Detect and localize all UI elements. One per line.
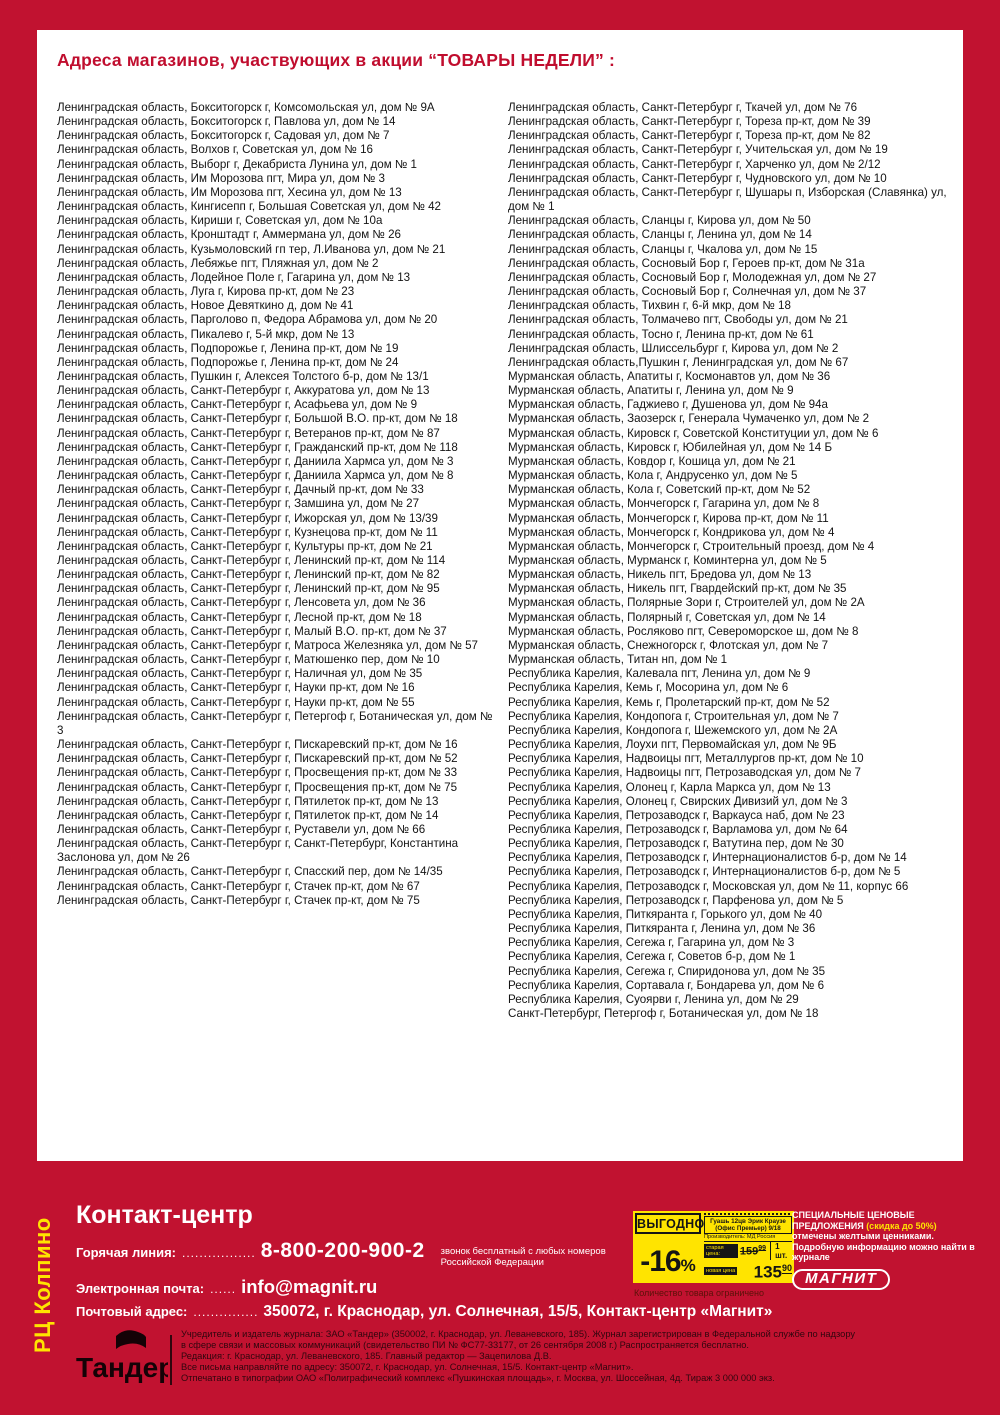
email-dots: ...... <box>210 1282 237 1296</box>
address-entry: Республика Карелия, Питкяранта г, Ленина ул, дом № 36 <box>508 922 816 936</box>
address-entry: Республика Карелия, Сегежа г, Гагарина ул, дом № 3 <box>508 936 795 950</box>
address-entry: Ленинградская область, Санкт-Петербург г, Пятилеток пр-кт, дом № 14 <box>57 808 439 822</box>
address-entry: Мурманская область, Гаджиево г, Душенова ул, дом № 94а <box>508 398 828 412</box>
address-entry: Ленинградская область, Им Морозова пгт, Хесина ул, дом № 13 <box>57 185 402 199</box>
address-entry: Ленинградская область, Подпорожье г, Ленина пр-кт, дом № 19 <box>57 341 399 355</box>
product-name: Гуашь 12цв Эрик Краузе (Офис Премьер) 9/18 <box>704 1216 792 1234</box>
discount-badge <box>633 1211 794 1283</box>
address-entry: Республика Карелия, Олонец г, Свирских Дивизий ул, дом № 3 <box>508 794 848 808</box>
content-sheet <box>37 30 963 1161</box>
address-entry: Республика Карелия, Олонец г, Карла Маркса ул, дом № 13 <box>508 780 831 794</box>
address-entry: Ленинградская область, Санкт-Петербург г, Просвещения пр-кт, дом № 75 <box>57 780 458 794</box>
address-entry: Республика Карелия, Петрозаводск г, Московская ул, дом № 11, корпус 66 <box>508 879 909 893</box>
address-entry: Ленинградская область, Луга г, Кирова пр-кт, дом № 23 <box>57 285 355 299</box>
address-entry: Мурманская область, Кола г, Андрусенко ул, дом № 5 <box>508 469 798 483</box>
old-price-kop: 99 <box>758 1245 767 1253</box>
address-entry: Ленинградская область, Новое Девяткино д, дом № 41 <box>57 299 354 313</box>
address-entry: Ленинградская область, Кингисепп г, Большая Советская ул, дом № 42 <box>57 200 442 214</box>
magnit-logo: МАГНИТ <box>792 1269 890 1291</box>
publisher-divider <box>170 1335 172 1385</box>
badge-label: ВЫГОДНО <box>635 1213 701 1234</box>
hotline-phone: 8-800-200-900-2 <box>260 1239 425 1262</box>
address-entry: Ленинградская область, Им Морозова пгт, Мира ул, дом № 3 <box>57 171 386 185</box>
new-price-kop: 90 <box>781 1263 792 1274</box>
address-entry: Санкт-Петербург, Петергоф г, Ботаническая ул, дом № 18 <box>508 1007 819 1020</box>
fine-print-line: Отпечатано в типографии ОАО «Полиграфический комплекс «Пушкинская площадь», г. Москва, ул. Шоссейная, 4д. Тираж 3 000 000 экз. <box>181 1372 775 1383</box>
postal-value: 350072, г. Краснодар, ул. Солнечная, 15/5, Контакт-центр «Магнит» <box>263 1303 773 1320</box>
fine-print-line: Все письма направляйте по адресу: 350072, г. Краснодар, ул. Солнечная, 15/5. Контакт-центр «Магнит». <box>181 1361 634 1372</box>
offers-headline: СПЕЦИАЛЬНЫЕ ЦЕНОВЫЕ ПРЕДЛОЖЕНИЯ <box>792 1210 915 1231</box>
address-entry: Ленинградская область, Тосно г, Ленина пр-кт, дом № 61 <box>508 327 814 341</box>
email-value: info@magnit.ru <box>241 1276 378 1297</box>
address-entry: Ленинградская область, Санкт-Петербург г, Учительская ул, дом № 19 <box>508 143 888 157</box>
address-entry: Ленинградская область, Санкт-Петербург г, Ленинский пр-кт, дом № 114 <box>57 554 446 567</box>
address-entry: Республика Карелия, Суоярви г, Ленина ул, дом № 29 <box>508 992 799 1006</box>
address-entry: Республика Карелия, Лоухи пгт, Первомайская ул, дом № 9Б <box>508 738 837 752</box>
address-entry: Республика Карелия, Петрозаводск г, Интернационалистов б-р, дом № 5 <box>508 865 901 879</box>
address-entry: Ленинградская область, Бокситогорск г, Павлова ул, дом № 14 <box>57 115 396 129</box>
percent-sign: % <box>680 1256 696 1275</box>
address-entry: Мурманская область, Апатиты г, Ленина ул, дом № 9 <box>508 384 794 398</box>
address-entry: Ленинградская область, Выборг г, Декабриста Лунина ул, дом № 1 <box>57 157 418 171</box>
email-row <box>76 1276 636 1298</box>
address-entry: Ленинградская область, Санкт-Петербург г, Гражданский пр-кт, дом № 118 <box>57 440 458 454</box>
address-entry: Ленинградская область, Кузьмоловский гп тер, Л.Иванова ул, дом № 21 <box>57 242 446 256</box>
old-price-row <box>704 1241 792 1260</box>
address-entry: Ленинградская область, Санкт-Петербург г, Культуры пр-кт, дом № 21 <box>57 539 433 553</box>
offers-discount-highlight: (скидка до 50%) <box>866 1220 937 1231</box>
address-entry: Ленинградская область, Санкт-Петербург г, Харченко ул, дом № 2/12 <box>508 157 881 171</box>
address-entry: Ленинградская область, Санкт-Петербург г, Матроса Железняка ул, дом № 57 <box>57 638 479 652</box>
address-entry: Ленинградская область, Парголово п, Федора Абрамова ул, дом № 20 <box>57 313 438 327</box>
tander-logo <box>76 1330 168 1393</box>
address-entry: Ленинградская область, Санкт-Петербург г, Просвещения пр-кт, дом № 33 <box>57 766 458 780</box>
address-entry: Ленинградская область, Санкт-Петербург г, Ткачей ул, дом № 76 <box>508 101 858 114</box>
address-entry: Ленинградская область, Санкт-Петербург г, Кузнецова пр-кт, дом № 11 <box>57 525 438 539</box>
address-entry: Ленинградская область, Санкт-Петербург г, Лесной пр-кт, дом № 18 <box>57 610 422 624</box>
address-entry: Мурманская область, Снежногорск г, Флотская ул, дом № 7 <box>508 638 829 652</box>
address-entry: Ленинградская область,Пушкин г, Ленинградская ул, дом № 67 <box>508 355 849 369</box>
postal-label: Почтовый адрес: <box>76 1304 188 1319</box>
fine-print-line: Учредитель и издатель журнала: ЗАО «Тандер» (350002, г. Краснодар, ул. Леваневского, 185). Журнал зарегистрирован в Федеральной службе по надзору <box>181 1329 856 1339</box>
old-price <box>740 1245 766 1258</box>
address-entry: Ленинградская область, Лодейное Поле г, Гагарина ул, дом № 13 <box>57 270 411 284</box>
email-label: Электронная почта: <box>76 1281 205 1296</box>
address-entry: Ленинградская область, Бокситогорск г, Садовая ул, дом № 7 <box>57 129 390 143</box>
address-entry: Республика Карелия, Сегежа г, Спиридонова ул, дом № 35 <box>508 964 826 978</box>
address-column-right <box>508 101 958 1021</box>
address-entry: Ленинградская область, Санкт-Петербург г, Санкт-Петербург, Константина Заслонова ул, дом № 26 <box>57 837 459 865</box>
address-entry: Ленинградская область, Сосновый Бор г, Солнечная ул, дом № 37 <box>508 285 867 299</box>
address-entry: Ленинградская область, Санкт-Петербург г, Петергоф г, Ботаническая ул, дом № 3 <box>57 709 493 737</box>
barcode-icon <box>704 1213 792 1215</box>
address-entry: Мурманская область, Полярные Зори г, Строителей ул, дом № 2А <box>508 596 865 610</box>
address-entry: Ленинградская область, Санкт-Петербург г, Тореза пр-кт, дом № 39 <box>508 115 871 129</box>
old-price-label: старая цена: <box>704 1244 738 1258</box>
address-column-left <box>57 101 493 908</box>
hotline-row <box>76 1239 636 1271</box>
publisher-fine-print <box>181 1329 986 1384</box>
discount-badge-left <box>635 1213 705 1281</box>
address-entry: Республика Карелия, Сортавала г, Бондарева ул, дом № 6 <box>508 978 825 992</box>
address-entry: Ленинградская область, Санкт-Петербург г, Руставели ул, дом № 66 <box>57 822 426 836</box>
address-entry: Ленинградская область, Волхов г, Советская ул, дом № 16 <box>57 143 373 157</box>
address-entry: Республика Карелия, Кондопога г, Строительная ул, дом № 7 <box>508 709 839 723</box>
address-entry: Мурманская область, Кировск г, Советской Конституции ул, дом № 6 <box>508 426 879 440</box>
address-entry: Мурманская область, Мончегорск г, Строительный проезд, дом № 4 <box>508 539 875 553</box>
address-entry: Ленинградская область, Санкт-Петербург г, Даниила Хармса ул, дом № 3 <box>57 454 454 468</box>
hotline-note: звонок бесплатный с любых номеров Российской Федерации <box>440 1246 606 1268</box>
address-entry: Мурманская область, Никель пгт, Бредова ул, дом № 13 <box>508 568 812 582</box>
address-entry: Ленинградская область, Санкт-Петербург г, Малый В.О. пр-кт, дом № 37 <box>57 624 447 638</box>
price-tag <box>704 1213 792 1281</box>
address-entry: Ленинградская область, Санкт-Петербург г, Шушары п, Изборская (Славянка) ул, дом № 1 <box>508 185 947 214</box>
address-entry: Мурманская область, Мончегорск г, Гагарина ул, дом № 8 <box>508 497 820 511</box>
address-entry: Ленинградская область, Санкт-Петербург г, Тореза пр-кт, дом № 82 <box>508 129 871 143</box>
address-entry: Ленинградская область, Тихвин г, 6-й мкр, дом № 18 <box>508 299 791 313</box>
address-entry: Ленинградская область, Сосновый Бор г, Молодежная ул, дом № 27 <box>508 270 877 284</box>
address-entry: Республика Карелия, Петрозаводск г, Варкауса наб, дом № 23 <box>508 808 845 822</box>
address-entry: Ленинградская область, Санкт-Петербург г, Науки пр-кт, дом № 55 <box>57 695 415 709</box>
address-entry: Ленинградская область, Санкт-Петербург г, Замшина ул, дом № 27 <box>57 497 420 511</box>
tander-logo-icon <box>76 1330 168 1388</box>
postal-row <box>76 1303 773 1321</box>
offers-rest: отмечены желтыми ценниками. Подробную информацию можно найти в журнале <box>792 1231 975 1262</box>
address-entry: Республика Карелия, Кондопога г, Шежемского ул, дом № 2А <box>508 723 838 737</box>
address-entry: Ленинградская область, Санкт-Петербург г, Стачек пр-кт, дом № 67 <box>57 879 420 893</box>
address-entry: Республика Карелия, Петрозаводск г, Варламова ул, дом № 64 <box>508 822 848 836</box>
address-entry: Ленинградская область, Сланцы г, Кирова ул, дом № 50 <box>508 214 811 228</box>
address-entry: Мурманская область, Апатиты г, Космонавтов ул, дом № 36 <box>508 369 831 383</box>
address-entry: Ленинградская область, Лебяжье пгт, Пляжная ул, дом № 2 <box>57 256 379 270</box>
hotline-label: Горячая линия: <box>76 1245 177 1260</box>
address-entry: Мурманская область, Заозерск г, Генерала Чумаченко ул, дом № 2 <box>508 412 870 426</box>
new-price <box>754 1260 792 1281</box>
address-entry: Ленинградская область, Пикалево г, 5-й мкр, дом № 13 <box>57 327 355 341</box>
contact-center-title: Контакт-центр <box>76 1201 253 1229</box>
address-entry: Ленинградская область, Санкт-Петербург г, Ленинский пр-кт, дом № 82 <box>57 568 440 582</box>
address-entry: Мурманская область, Мурманск г, Коминтерна ул, дом № 5 <box>508 554 827 567</box>
limited-quantity-note: Количество товара ограничено <box>634 1288 765 1298</box>
discount-number: -16 <box>640 1245 681 1278</box>
address-entry: Республика Карелия, Петрозаводск г, Ватутина пер, дом № 30 <box>508 837 844 851</box>
hotline-dots: ................. <box>182 1246 256 1260</box>
address-entry: Мурманская область, Никель пгт, Гвардейский пр-кт, дом № 35 <box>508 582 847 596</box>
address-entry: Республика Карелия, Петрозаводск г, Парфенова ул, дом № 5 <box>508 893 844 907</box>
address-entry: Ленинградская область, Санкт-Петербург г, Пятилеток пр-кт, дом № 13 <box>57 794 439 808</box>
address-entry: Ленинградская область, Подпорожье г, Ленина пр-кт, дом № 24 <box>57 355 399 369</box>
address-entry: Ленинградская область, Санкт-Петербург г, Даниила Хармса ул, дом № 8 <box>57 469 454 483</box>
address-entry: Ленинградская область, Санкт-Петербург г, Дачный пр-кт, дом № 33 <box>57 483 424 497</box>
page-title: Адреса магазинов, участвующих в акции “ТОВАРЫ НЕДЕЛИ” : <box>57 50 616 70</box>
address-entry: Ленинградская область, Сланцы г, Чкалова ул, дом № 15 <box>508 242 818 256</box>
address-entry: Республика Карелия, Кемь г, Пролетарский пр-кт, дом № 52 <box>508 695 830 709</box>
address-entry: Ленинградская область, Сосновый Бор г, Героев пр-кт, дом № 31а <box>508 256 865 270</box>
address-entry: Ленинградская область, Бокситогорск г, Комсомольская ул, дом № 9А <box>57 101 435 114</box>
address-entry: Мурманская область, Кировск г, Юбилейная ул, дом № 14 Б <box>508 440 833 454</box>
old-price-rub: 159 <box>739 1245 759 1258</box>
postal-dots: ............... <box>193 1305 259 1319</box>
discount-value <box>635 1247 701 1281</box>
address-entry: Мурманская область, Титан нп, дом № 1 <box>508 653 728 667</box>
address-entry: Республика Карелия, Калевала пгт, Ленина ул, дом № 9 <box>508 667 811 681</box>
product-producer: Производитель: МД Россия <box>704 1234 776 1241</box>
distribution-center-label: РЦ Колпино <box>30 1217 55 1353</box>
address-entry: Мурманская область, Кола г, Советский пр-кт, дом № 52 <box>508 483 811 497</box>
address-entry: Мурманская область, Росляково пгт, Североморское ш, дом № 8 <box>508 624 859 638</box>
address-entry: Ленинградская область, Санкт-Петербург г, Пискаревский пр-кт, дом № 16 <box>57 738 458 752</box>
address-entry: Республика Карелия, Кемь г, Мосорина ул, дом № 6 <box>508 681 789 695</box>
address-entry: Республика Карелия, Надвоицы пгт, Петрозаводская ул, дом № 7 <box>508 766 861 780</box>
address-entry: Ленинградская область, Санкт-Петербург г, Чудновского ул, дом № 10 <box>508 171 887 185</box>
address-entry: Мурманская область, Полярный г, Советская ул, дом № 14 <box>508 610 826 624</box>
address-entry: Ленинградская область, Санкт-Петербург г, Аккуратова ул, дом № 13 <box>57 384 430 398</box>
address-entry: Ленинградская область, Кронштадт г, Аммермана ул, дом № 26 <box>57 228 401 242</box>
address-entry: Ленинградская область, Пушкин г, Алексея Толстого б-р, дом № 13/1 <box>57 369 429 383</box>
new-price-label: новая цена <box>706 1267 736 1274</box>
address-entry: Республика Карелия, Петрозаводск г, Интернационалистов б-р, дом № 14 <box>508 851 907 865</box>
address-entry: Ленинградская область, Кириши г, Советская ул, дом № 10а <box>57 214 383 228</box>
address-entry: Ленинградская область, Санкт-Петербург г, Наличная ул, дом № 35 <box>57 667 423 681</box>
quantity: 1 шт. <box>770 1242 792 1260</box>
address-entry: Мурманская область, Мончегорск г, Кирова пр-кт, дом № 11 <box>508 511 829 525</box>
address-entry: Ленинградская область, Санкт-Петербург г, Матюшенко пер, дом № 10 <box>57 653 440 667</box>
address-entry: Ленинградская область, Санкт-Петербург г, Ленсовета ул, дом № 36 <box>57 596 426 610</box>
new-price-rub: 135 <box>753 1263 782 1282</box>
address-entry: Мурманская область, Мончегорск г, Кондрикова ул, дом № 4 <box>508 525 835 539</box>
address-entry: Ленинградская область, Санкт-Петербург г, Спасский пер, дом № 14/35 <box>57 865 443 879</box>
address-entry: Ленинградская область, Санкт-Петербург г, Ветеранов пр-кт, дом № 87 <box>57 426 440 440</box>
address-entry: Ленинградская область, Санкт-Петербург г, Стачек пр-кт, дом № 75 <box>57 893 420 907</box>
address-entry: Республика Карелия, Питкяранта г, Горького ул, дом № 40 <box>508 907 823 921</box>
address-entry: Республика Карелия, Сегежа г, Советов б-р, дом № 1 <box>508 950 796 964</box>
address-entry: Ленинградская область, Сланцы г, Ленина ул, дом № 14 <box>508 228 812 242</box>
fine-print-line: Редакция: г. Краснодар, ул. Леваневского, 185. Главный редактор — Зацепилова Д.В. <box>181 1350 552 1361</box>
address-entry: Республика Карелия, Надвоицы пгт, Металлургов пр-кт, дом № 10 <box>508 752 864 766</box>
address-entry: Ленинградская область, Санкт-Петербург г, Ленинский пр-кт, дом № 95 <box>57 582 440 596</box>
address-entry: Ленинградская область, Толмачево пгт, Свободы ул, дом № 21 <box>508 313 848 327</box>
address-entry: Ленинградская область, Санкт-Петербург г, Науки пр-кт, дом № 16 <box>57 681 415 695</box>
address-entry: Ленинградская область, Санкт-Петербург г, Ижорская ул, дом № 13/39 <box>57 511 438 525</box>
fine-print-line: в сфере связи и массовых коммуникаций (свидетельство ПИ № ФС77-33177, от 26 сентября 2008 г.) Распространяется бесплатно. <box>181 1339 750 1350</box>
address-entry: Ленинградская область, Санкт-Петербург г, Пискаревский пр-кт, дом № 52 <box>57 752 458 766</box>
address-entry: Ленинградская область, Санкт-Петербург г, Большой В.О. пр-кт, дом № 18 <box>57 412 458 426</box>
tander-logo-text: Тандер <box>76 1352 168 1383</box>
address-entry: Ленинградская область, Шлиссельбург г, Кирова ул, дом № 2 <box>508 341 839 355</box>
special-offers-block <box>792 1210 982 1290</box>
new-price-row <box>704 1260 792 1281</box>
address-entry: Мурманская область, Ковдор г, Кошица ул, дом № 21 <box>508 454 796 468</box>
address-entry: Ленинградская область, Санкт-Петербург г, Асафьева ул, дом № 9 <box>57 398 418 412</box>
